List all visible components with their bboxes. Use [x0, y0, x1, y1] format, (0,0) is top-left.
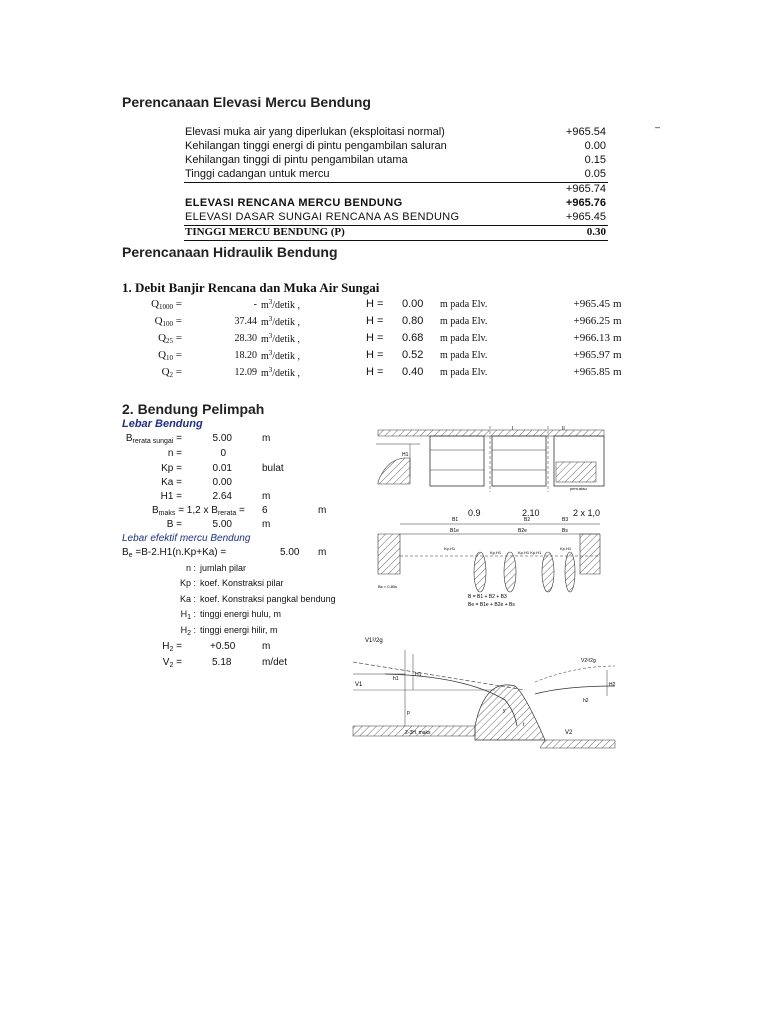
h-unit: m pada Elv. [440, 350, 488, 361]
base-label: 2-3H. maks [405, 730, 431, 736]
rencana-value: +965.76 [565, 197, 606, 209]
be-formula: $B_e =B-2.H1(n.Kp+Ka)$ = [122, 547, 227, 559]
row-label: Kehilangan tinggi energi di pintu pengambilan saluran [185, 140, 447, 152]
section-title-hidraulik: Perencanaan Hidraulik Bendung [122, 244, 338, 260]
legend-desc: tinggi energi hilir, m [200, 625, 278, 635]
row-value: +965.54 [565, 126, 606, 138]
row-label: Tinggi cadangan untuk mercu [185, 168, 330, 180]
elv-unit: m [613, 315, 622, 327]
elv-value: +966.25 [573, 315, 610, 327]
param-h1: H1 = [160, 491, 182, 502]
tinggi-value: 0.30 [586, 226, 606, 238]
q-unit: $m^3$/detik , [261, 366, 301, 379]
legend-desc: koef. Konstraksi pangkal bendung [200, 594, 336, 604]
q-label: $Q_{100}$ = [154, 315, 182, 328]
param-value: 5.18 [212, 657, 232, 668]
param-ka: Ka = [161, 477, 182, 488]
param-n: n = [167, 448, 182, 459]
kp-label: Kp.H1 Kp.H1 [518, 550, 542, 555]
param-value: 2.64 [212, 491, 232, 502]
p-label: p [407, 710, 410, 716]
figure-plan-view [370, 422, 610, 498]
be-label: B2e [518, 528, 527, 534]
dasar-value: +965.45 [565, 211, 606, 223]
q-label: $Q_{25}$ = [158, 332, 182, 345]
debit-subtitle: 1. Debit Banjir Rencana dan Muka Air Sungai [122, 280, 380, 295]
param-unit: m [318, 505, 327, 516]
param-unit: m [262, 433, 271, 444]
elv-unit: m [613, 349, 622, 361]
bottom-divider [184, 240, 608, 241]
figure-hydraulic-profile [345, 630, 620, 762]
param-v2: $V_2$ = [162, 657, 182, 669]
h-value: 0.68 [402, 332, 424, 344]
param-unit: m/det [262, 657, 288, 668]
param-b-rerata: $B_{rerata sungai}$ = [125, 433, 182, 445]
legend-key: $H_2$ : [180, 625, 196, 637]
kp-label: Kp.H1 [444, 546, 456, 551]
elv-unit: m [613, 366, 622, 378]
dasar-label: ELEVASI DASAR SUNGAI RENCANA AS BENDUNG [185, 211, 460, 223]
param-bmaks-value: 6 [262, 505, 268, 516]
section-mark-ii: II [562, 426, 565, 432]
lebar-efektif-label: Lebar efektif mercu Bendung [122, 533, 251, 544]
param-value: +0.50 [210, 641, 236, 652]
h-unit: m pada Elv. [440, 333, 488, 344]
h2-large-label: H2 [609, 682, 616, 688]
v1g-label: V1²/2g [365, 638, 383, 644]
h1-label: H1 [402, 452, 409, 458]
elv-unit: m [613, 332, 622, 344]
be-unit: m [318, 547, 327, 558]
kp-label: Kp.H1 [490, 550, 502, 555]
q-label: $Q_{10}$ = [158, 349, 182, 362]
h-eq: H = [366, 315, 384, 327]
corner-mark: – [655, 122, 661, 132]
q-value: 18.20 [234, 350, 257, 361]
q-unit: $m^3$/detik , [261, 298, 301, 311]
legend-key: n : [185, 563, 196, 573]
row-label: Elevasi muka air yang diperlukan (eksploitasi normal) [185, 126, 445, 138]
param-unit: bulat [262, 463, 284, 474]
row-value: 0.15 [584, 154, 606, 166]
rencana-label: ELEVASI RENCANA MERCU BENDUNG [185, 197, 403, 209]
h-unit: m pada Elv. [440, 299, 488, 310]
row-value: 0.00 [584, 140, 606, 152]
elv-value: +965.85 [573, 366, 610, 378]
param-value: 5.00 [212, 519, 232, 530]
legend-desc: jumlah pilar [200, 563, 247, 573]
h1-large-label: H1 [415, 672, 422, 678]
h-value: 0.80 [402, 315, 424, 327]
be-label: B1e [450, 528, 459, 534]
param-value: 0.00 [212, 477, 232, 488]
h-value: 0.00 [402, 298, 424, 310]
h-value: 0.52 [402, 349, 424, 361]
subtotal-value: +965.74 [565, 183, 606, 195]
pintu-label: pem.atau [570, 486, 587, 491]
v2g-label: V2²/2g [581, 658, 596, 664]
formula-b: B = B1 + B2 + B3 [468, 594, 507, 600]
v2-label: V2 [565, 730, 573, 736]
param-unit: m [262, 641, 271, 652]
dim-label: 0.9 [468, 508, 481, 518]
elv-unit: m [613, 298, 622, 310]
q-unit: $m^3$/detik , [261, 332, 301, 345]
param-value: 0 [220, 448, 226, 459]
param-h2: $H_2$ = [162, 641, 182, 653]
row-label: Kehilangan tinggi di pintu pengambilan utama [185, 154, 408, 166]
h-eq: H = [366, 366, 384, 378]
param-unit: m [262, 491, 271, 502]
q-value: 37.44 [234, 316, 257, 327]
h2-small-label: h2 [583, 698, 589, 704]
h1-small-label: h1 [393, 676, 399, 682]
param-kp: Kp = [161, 463, 182, 474]
bs-note: Bs = 0.80s [378, 584, 398, 589]
elv-value: +966.13 [573, 332, 610, 344]
param-unit: m [262, 519, 271, 530]
q-unit: $m^3$/detik , [261, 349, 301, 362]
section-mark-i: I [512, 426, 514, 432]
param-b: B = [166, 519, 182, 530]
elv-value: +965.45 [573, 298, 610, 310]
t-label: t [523, 722, 525, 728]
dim-label: 2.10 [522, 508, 540, 518]
tinggi-label: TINGGI MERCU BENDUNG (P) [185, 226, 345, 238]
q-unit: $m^3$/detik , [261, 315, 301, 328]
lebar-bendung-subtitle: Lebar Bendung [122, 418, 203, 430]
formula-be: Be = B1e + B2e + Bs [468, 602, 515, 608]
legend-key: Kp : [179, 578, 196, 588]
be-label: Bs [562, 528, 568, 534]
v1-label: V1 [355, 682, 363, 688]
legend-key: $H_1$ : [180, 609, 196, 621]
be-value: 5.00 [280, 547, 300, 558]
elv-value: +965.97 [573, 349, 610, 361]
h-unit: m pada Elv. [440, 367, 488, 378]
h-value: 0.40 [402, 366, 424, 378]
q-value: 28.30 [234, 333, 257, 344]
q-label: $Q_2$ = [161, 366, 182, 379]
h-eq: H = [366, 332, 384, 344]
param-bmaks: $B_{maks} = 1,2$ x $B_{rerata}$ = [152, 505, 245, 517]
h-eq: H = [366, 298, 384, 310]
legend-desc: tinggi energi hulu, m [200, 609, 282, 619]
b-label: B3 [562, 517, 569, 523]
section-title-pelimpah: 2. Bendung Pelimpah [122, 401, 265, 417]
param-value: 5.00 [212, 433, 232, 444]
b-label: B1 [452, 517, 459, 523]
y-label: y [503, 708, 506, 714]
dim-label: 2 x 1,0 [573, 508, 601, 518]
q-value: - [253, 299, 257, 310]
param-value: 0.01 [212, 463, 232, 474]
legend-key: Ka : [179, 594, 196, 604]
section-title-elevasi: Perencanaan Elevasi Mercu Bendung [122, 94, 371, 110]
h-eq: H = [366, 349, 384, 361]
q-value: 12.09 [234, 367, 257, 378]
h-unit: m pada Elv. [440, 316, 488, 327]
b-label: B2 [524, 517, 531, 523]
figure-weir-width [370, 514, 610, 614]
q-label: $Q_{1000}$ = [151, 298, 182, 311]
kp-label: Kp.H1 [560, 546, 572, 551]
legend-desc: koef. Konstraksi pilar [200, 578, 284, 588]
row-value: 0.05 [584, 168, 606, 180]
